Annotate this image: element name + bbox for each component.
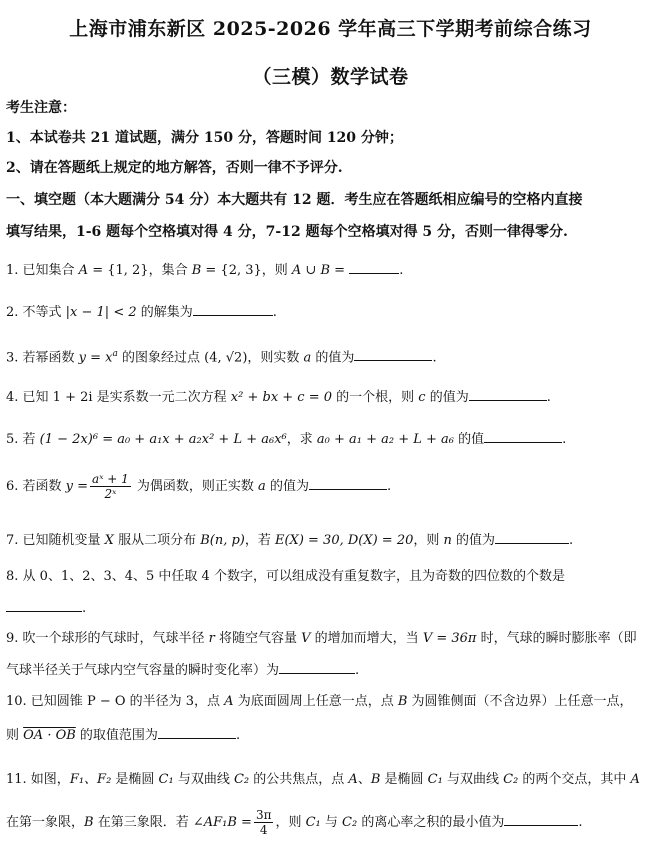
question-2: 2. 不等式 |x − 1| < 2 的解集为 . — [6, 301, 653, 323]
answer-blank-3[interactable] — [354, 346, 432, 361]
question-11-cont: 在第一象限，B 在第三象限．若 ∠AF₁B = $\frac{3\pi}{4}$ ，则 C₁ 与 C₂ 的离心率之积的最小值为 . — [6, 808, 583, 837]
fraction-11: $\frac{3\pi}{4}$ — [255, 808, 272, 837]
answer-blank-8[interactable] — [6, 597, 82, 612]
question-11: 11. 如图，F₁、F₂ 是椭圆 C₁ 与双曲线 C₂ 的公共焦点，点 A、B 是椭圆 C₁ 与双曲线 C₂ 的两个交点，其中 A — [6, 772, 640, 787]
answer-blank-2[interactable] — [193, 301, 273, 316]
question-7: 7. 已知随机变量 X 服从二项分布 B(n, p)，若 E(X) = 30, D(X) = 20，则 n 的值为 . — [6, 529, 653, 551]
answer-blank-11[interactable] — [504, 811, 578, 826]
fraction-6: $\frac{\text{aˣ + 1}}{\text{2ˣ}}$ — [92, 472, 129, 501]
exam-title: 上海市浦东新区 2025-2026 学年高三下学期考前综合练习 — [69, 18, 592, 40]
section-instructions-line2: 填写结果，1-6 题每个空格填对得 4 分，7-12 题每个空格填对得 5 分，否则一律得零分. — [6, 224, 568, 240]
answer-blank-6[interactable] — [309, 475, 387, 490]
answer-blank-5[interactable] — [484, 428, 562, 443]
question-1: 1. 已知集合 A = {1, 2}，集合 B = {2, 3}，则 A ∪ B = . — [6, 259, 653, 281]
section-instructions-line1: 一、填空题（本大题满分 54 分）本大题共有 12 题．考生应在答题纸相应编号的空格内直接 — [6, 192, 583, 208]
notice-heading: 考生注意： — [6, 100, 76, 116]
question-5: 5. 若 (1 − 2x)⁶ = a₀ + a₁x + a₂x² + L + a₆x⁶，求 a₀ + a₁ + a₂ + L + a₆ 的值 . — [6, 428, 653, 450]
notice-item-2: 2、请在答题纸上规定的地方解答，否则一律不予评分. — [6, 160, 343, 176]
question-9: 9. 吹一个球形的气球时，气球半径 r 将随空气容量 V 的增加而增大，当 V = 36π 时，气球的瞬时膨胀率（即 — [6, 631, 637, 646]
exam-subtitle: （三模）数学试卷 — [252, 66, 409, 88]
question-4: 4. 已知 1 + 2i 是实系数一元二次方程 x² + bx + c = 0 的一个根，则 c 的值为 . — [6, 386, 653, 408]
answer-blank-9[interactable] — [279, 659, 355, 674]
question-3: 3. 若幂函数 $y = x^a$ 的图象经过点 (4, √2)，则实数 a 的值为 . — [6, 344, 653, 368]
question-9-cont: 气球半径关于气球内空气容量的瞬时变化率）为 . — [6, 659, 653, 681]
answer-blank-10[interactable] — [158, 724, 236, 739]
question-10-cont: 则 OA · OB 的取值范围为 . — [6, 724, 653, 746]
answer-blank-7[interactable] — [495, 529, 569, 544]
question-6: 6. 若函数 y = $\frac{\text{aˣ + 1}}{\text{2ˣ}}$ 为偶函数，则正实数 a 的值为 . — [6, 472, 392, 501]
answer-blank-1[interactable] — [349, 259, 399, 274]
question-8-cont: . — [6, 597, 653, 619]
notice-item-1: 1、本试卷共 21 道试题，满分 150 分，答题时间 120 分钟； — [6, 130, 403, 146]
question-8: 8. 从 0、1、2、3、4、5 中任取 4 个数字，可以组成没有重复数字，且为奇数的四位数的个数是 — [6, 569, 565, 584]
question-10: 10. 已知圆锥 P − O 的半径为 3，点 A 为底面圆周上任意一点，点 B 为圆锥侧面（不含边界）上任意一点， — [6, 694, 633, 709]
answer-blank-4[interactable] — [469, 386, 547, 401]
